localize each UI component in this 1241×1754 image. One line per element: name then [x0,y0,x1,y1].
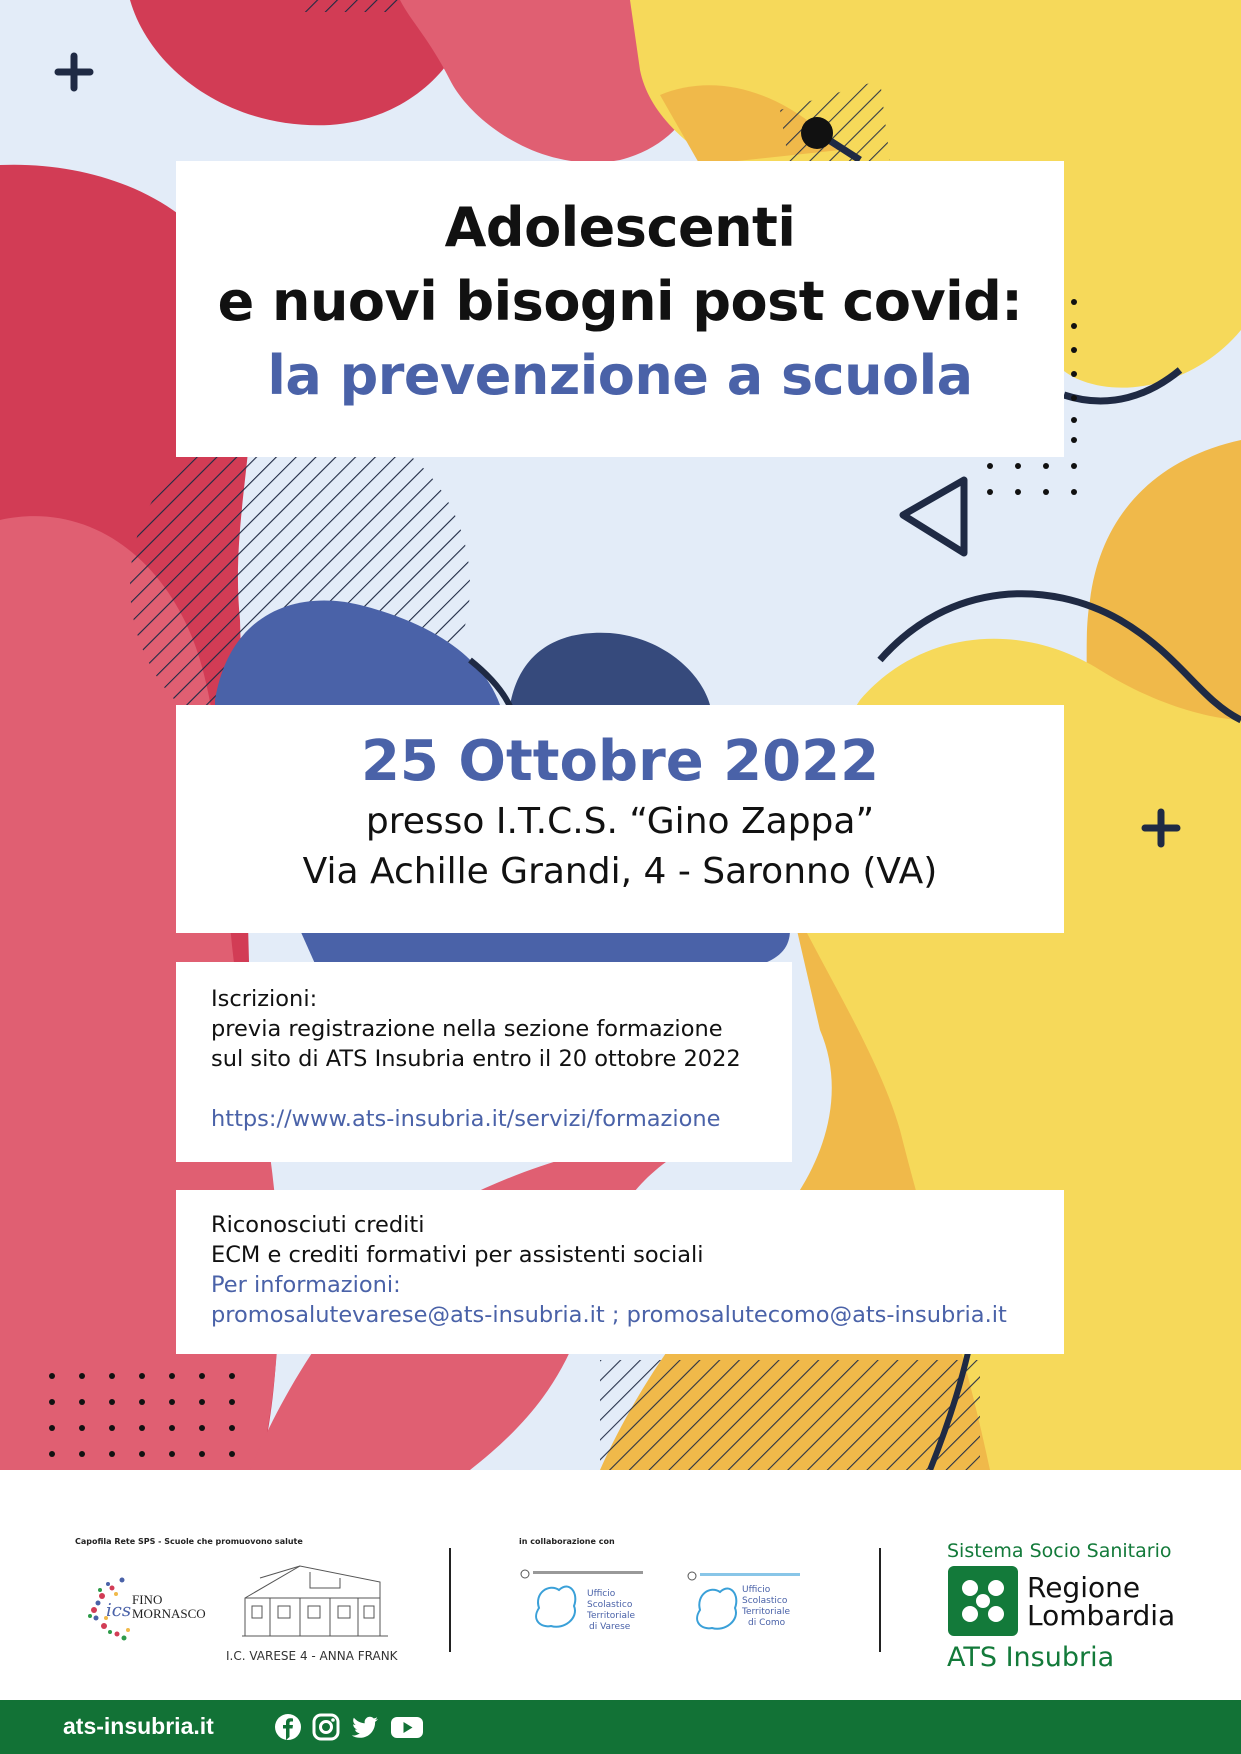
title-subtitle: la prevenzione a scuola [267,344,973,407]
ats-insubria-label: ATS Insubria [947,1642,1115,1673]
svg-text:Ufficio: Ufficio [587,1589,616,1599]
svg-text:Scolastico: Scolastico [742,1596,788,1606]
ics-fino-mornasco-logo [82,1570,212,1646]
svg-text:Ufficio: Ufficio [742,1585,771,1595]
svg-text:Territoriale: Territoriale [742,1607,791,1617]
svg-text:di Como: di Como [748,1618,786,1628]
school-building-sketch [240,1558,390,1640]
info-label: Per informazioni: [211,1272,401,1298]
bottom-bar [0,1700,1241,1754]
svg-text:MORNASCO: MORNASCO [132,1606,206,1621]
facebook-icon[interactable] [274,1713,302,1741]
event-address: Via Achille Grandi, 4 - Saronno (VA) [302,851,938,892]
website-link[interactable]: ats-insubria.it [63,1713,214,1739]
event-date: 25 Ottobre 2022 [360,729,880,794]
rl-system-label: Sistema Socio Sanitario [947,1540,1172,1562]
twitter-icon[interactable] [350,1713,380,1741]
credits-card [176,1190,1064,1354]
footer-divider-1 [449,1548,451,1652]
svg-text:di Varese: di Varese [589,1622,631,1632]
footer-logos [0,1470,1241,1700]
school-caption: I.C. VARESE 4 - ANNA FRANK [226,1649,398,1663]
title-line-1: Adolescenti [444,196,796,259]
lead-school-label: Capofila Rete SPS - Scuole che promuovono salute [75,1537,303,1546]
svg-text:Scolastico: Scolastico [587,1600,633,1610]
regione-lombardia-logo-icon [948,1566,1018,1636]
rl-name-line-2: Lombardia [1027,1599,1176,1632]
svg-text:ics: ics [106,1600,132,1621]
event-card [176,705,1064,933]
title-card [176,161,1064,457]
title-line-2: e nuovi bisogni post covid: [217,270,1023,333]
youtube-icon[interactable] [390,1713,424,1741]
registration-card [176,962,792,1162]
collaboration-label: in collaborazione con [519,1537,615,1546]
rl-name [1027,1571,1176,1632]
registration-line-2: sul sito di ATS Insubria entro il 20 ottobre 2022 [211,1046,741,1072]
registration-link[interactable]: https://www.ats-insubria.it/servizi/formazione [211,1106,721,1132]
contact-emails[interactable]: promosalutevarese@ats-insubria.it ; promosalutecomo@ats-insubria.it [211,1302,1007,1328]
svg-text:FINO: FINO [132,1592,163,1607]
instagram-icon[interactable] [312,1713,340,1741]
ust-como-logo [686,1570,806,1640]
credits-line-2: ECM e crediti formativi per assistenti sociali [211,1242,704,1268]
registration-line-1: previa registrazione nella sezione formazione [211,1016,723,1042]
ust-varese-logo [519,1568,649,1638]
footer-divider-2 [879,1548,881,1652]
credits-line-1: Riconosciuti crediti [211,1212,425,1238]
event-venue: presso I.T.C.S. “Gino Zappa” [365,801,875,842]
registration-heading: Iscrizioni: [211,986,318,1012]
svg-text:Territoriale: Territoriale [587,1611,636,1621]
rl-name-line-1: Regione [1027,1571,1141,1604]
